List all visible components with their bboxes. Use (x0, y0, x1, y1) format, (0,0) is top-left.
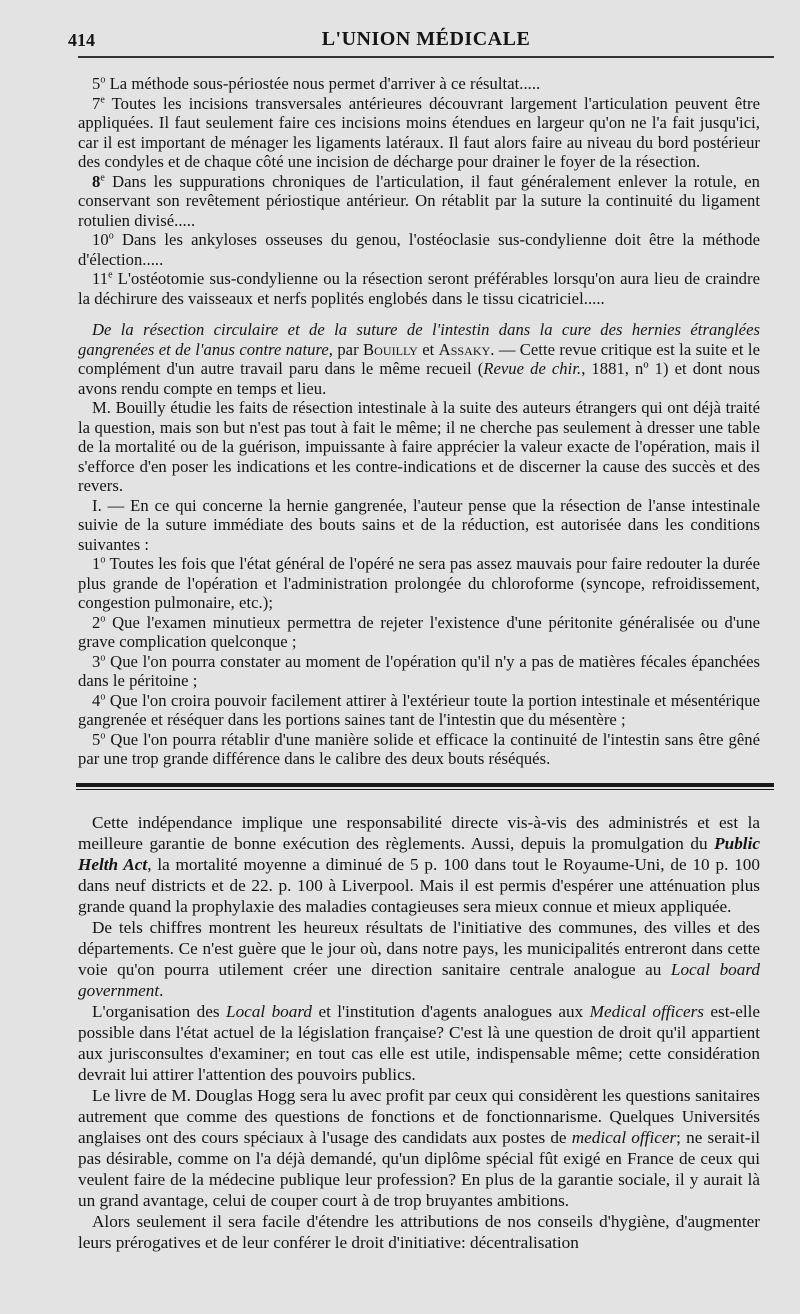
article-title: De la résection circulaire et de la suture de l'intestin dans la cure des hernies étranglées gangrenées et de l'anus contre nature, (78, 320, 760, 359)
medical-officers: Medical officers (589, 1001, 704, 1021)
article-intestine-resection (78, 320, 760, 769)
author-assaky: Assaky (438, 339, 491, 359)
paragraph-decentralisation: Alors seulement il sera facile d'étendre les attributions de nos conseils d'hygiène, d'augmenter leurs prérogatives et de leur conférer le droit d'initiative: décentralisation (78, 1211, 760, 1252)
condition-5: 5$^o$ Que l'on pourra rétablir d'une manière solide et efficace la continuité de l'intestin sans être gêné par une trop grande différence dans le calibre des deux bouts réséqués. (78, 729, 761, 768)
paragraph-bouilly: M. Bouilly étudie les faits de résection intestinale à la suite des auteurs étrangers qui ont déjà traité la question, mais son but n'est pas tout à fait le même; il ne cherche pas seulement à dresser une table de la mortalité ou de la guérison, impuissante à faire apprécier la valeur exacte de l'opération, mais il s'efforce d'en poser les indications et les contre-indications et de discerner la cause des succès et des revers. (78, 398, 760, 495)
local-board-government: Local board government (78, 959, 761, 1000)
paragraph-organisation: L'organisation des Local board et l'institution d'agents analogues aux Medical officers est-elle possible dans l'état actuel de la législation française? C'est là une question de droit qu'il appartient aux jurisconsultes d'examiner; en tout cas elle est utile, indispensable même; cette considération devrait lui attirer l'attention des pouvoirs publics. (78, 1001, 761, 1084)
paragraph-independence: Cette indépendance implique une responsabilité directe vis-à-vis des administrés et est la meilleure garantie de bonne exécution des règlements. Aussi, depuis la promulgation du Public Helth Act, la mortalité moyenne a diminué de 5 p. 100 dans tout le Royaume-Uni, de 10 p. 100 dans neuf districts et de 22. p. 100 à Liverpool. Mais il est permis d'espérer une atténuation plus grande quand la prophylaxie des maladies contagieuses sera mieux connue et mieux appliquée. (78, 812, 760, 916)
paragraph-figures: De tels chiffres montrent les heureux résultats de l'initiative des communes, des villes et des départements. Ce n'est guère que le jour où, dans notre pays, les municipalités entreront dans cette voie qu'on pourra utilement créer une direction sanitaire centrale analogue au Local board government. (78, 917, 761, 1000)
article-knee-resection (78, 74, 760, 308)
condition-4: 4$^o$ Que l'on croira pouvoir facilement attirer à l'extérieur toute la portion intestinale et mésentérique gangrenée et réséquer dans les portions saines tant de l'intestin que du mésentère ; (78, 690, 760, 729)
article-intro: De la résection circulaire et de la suture de l'intestin dans la cure des hernies étranglées gangrenées et de l'anus contre nature, par Bouilly et Assaky. — Cette revue critique est la suite et le complément d'un autre travail paru dans le même recueil (Revue de chir., 1881, nº 1) et dont nous avons rendu compte en temps et lieu. (78, 320, 760, 398)
paragraph-point-5: 5$^o$ La méthode sous-périostée nous permet d'arriver à ce résultat..... (92, 74, 541, 93)
author-bouilly: Bouilly (363, 339, 418, 359)
medical-officer: medical officer (571, 1127, 677, 1147)
public-health-act: Public Helth Act (78, 833, 760, 874)
paragraph-point-11: 11e L'ostéotomie sus-condylienne ou la résection seront préférables lorsqu'on aura lieu de craindre la déchirure des vaisseaux et nerfs poplités englobés dans le tissu cicatriciel..... (78, 269, 760, 308)
journal-name: Revue de chir. (483, 359, 582, 378)
paragraph-part-1: I. — En ce qui concerne la hernie gangrenée, l'auteur pense que la résection de l'anse intestinale suivie de la suture immédiate des bouts sains et de la réduction, est autorisée dans les conditions suivantes : (78, 495, 760, 554)
article-public-health (78, 812, 760, 1253)
paragraph-hogg-book: Le livre de M. Douglas Hogg sera lu avec profit par ceux qui considèrent les questions sanitaires autrement que comme des questions de fonctions et de fonctionnarisme. Quelques Universités anglaises ont des cours spéciaux à l'usage des candidats aux postes de medical officer; ne serait-il pas désirable, comme on l'a déjà demandé, qu'un diplôme spécial fût exigé en France de ceux qui veulent faire de la médecine publique leur profession? En plus de la garantie sociale, il y aurait là un grand avantage, celui de couper court à de trop bruyantes ambitions. (78, 1085, 760, 1210)
section-divider (76, 783, 774, 790)
paragraph-point-8: 8e Dans les suppurations chroniques de l'articulation, il faut généralement enlever la rotule, en conservant son revêtement périostique antérieur. On rétablit par la suture la continuité du ligament rotulien divisé..... (78, 171, 760, 230)
page-number: 414 (68, 30, 95, 50)
condition-1: 1$^o$ Toutes les fois que l'état général de l'opéré ne sera pas assez mauvais pour faire redouter la durée plus grande de l'opération et l'administration prolongée du chloroforme (syncope, refroidissement, congestion pulmonaire, etc.); (78, 554, 760, 612)
paragraph-point-7: 7e Toutes les incisions transversales antérieures découvrant largement l'articulation peuvent être appliquées. Il faut seulement faire ces incisions moins étendues en largeur qu'on ne l'a fait jusqu'ici, car il est important de ménager les ligaments latéraux. Il faut alors faire au niveau du bord postérieur des condyles et de chaque côté une incision de décharge pour drainer le foyer de la résection. (78, 93, 760, 171)
running-title: L'UNION MÉDICALE (321, 28, 531, 50)
condition-2: 2$^o$ Que l'examen minutieux permettra de rejeter l'existence d'une péritonite généralisée ou d'une grave complication quelconque ; (78, 612, 760, 651)
paragraph-point-10: 10$^o$ Dans les ankyloses osseuses du genou, l'ostéoclasie sus-condylienne doit être la méthode d'élection..... (78, 230, 760, 269)
page-header (68, 0, 774, 58)
condition-3: 3$^o$ Que l'on pourra constater au moment de l'opération qu'il n'y a pas de matières fécales épanchées dans le péritoine ; (78, 651, 760, 690)
local-board: Local board (226, 1001, 313, 1021)
